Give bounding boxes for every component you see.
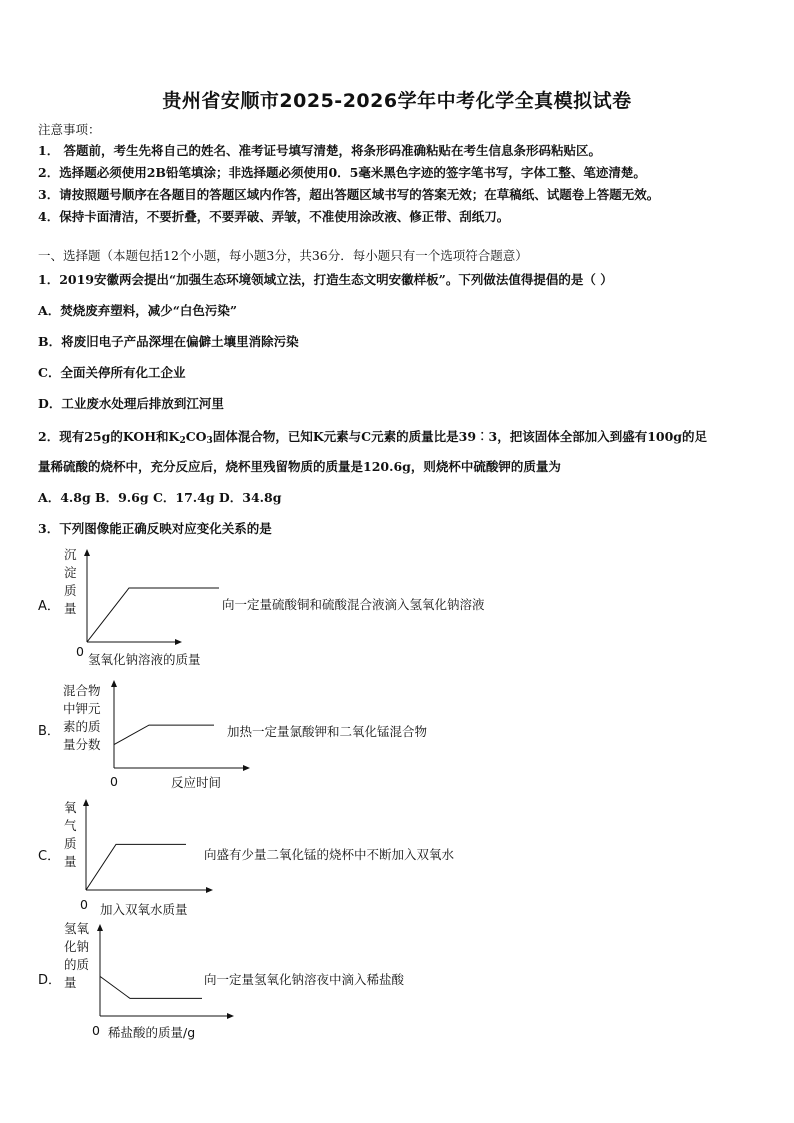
graph-d-origin: 0 bbox=[92, 1023, 100, 1038]
graph-a-ylabel-2: 淀 bbox=[64, 565, 77, 580]
question-1-stem: 1．2019安徽两会提出“加强生态环境领域立法，打造生态文明安徽样板”。下列做法值得提倡的是（ ） bbox=[38, 272, 613, 287]
question-1-option-a: A．焚烧废弃塑料，减少“白色污染” bbox=[38, 303, 238, 318]
graph-a bbox=[34, 545, 554, 670]
question-2-subscript-1: 2 bbox=[179, 436, 186, 446]
graph-a-ylabel-4: 量 bbox=[64, 601, 77, 616]
graph-b-ylabel-2: 中钾元 bbox=[63, 701, 101, 716]
graph-c-x-arrow bbox=[206, 887, 213, 893]
graph-b-y-arrow bbox=[111, 680, 117, 687]
notice-item-1: 1． 答题前，考生先将自己的姓名、准考证号填写清楚，将条形码准确粘贴在考生信息条形码粘贴区。 bbox=[38, 143, 602, 158]
graph-b-x-arrow bbox=[243, 765, 250, 771]
graph-d-curve bbox=[100, 976, 202, 998]
graph-d-xlabel: 稀盐酸的质量/g bbox=[108, 1025, 196, 1040]
section-heading: 一、选择题（本题包括12个小题，每小题3分，共36分．每小题只有一个选项符合题意） bbox=[38, 248, 528, 263]
graph-b-svg bbox=[34, 682, 554, 797]
graph-c-svg bbox=[34, 797, 554, 922]
option-letter-a: A． bbox=[38, 599, 60, 614]
question-2-line-1 bbox=[38, 429, 707, 449]
graph-a-svg bbox=[34, 545, 554, 670]
graph-b-description: 加热一定量氯酸钾和二氧化锰混合物 bbox=[227, 724, 428, 739]
graph-c-curve bbox=[86, 844, 186, 890]
graph-b bbox=[34, 682, 554, 797]
graph-b-ylabel-3: 素的质 bbox=[63, 719, 101, 734]
question-1-option-b: B．将废旧电子产品深埋在偏僻土壤里消除污染 bbox=[38, 334, 299, 349]
page-title: 贵州省安顺市2025-2026学年中考化学全真模拟试卷 bbox=[162, 90, 632, 112]
graph-d-ylabel-3: 的质 bbox=[64, 957, 90, 972]
graph-b-ylabel-1: 混合物 bbox=[63, 683, 101, 698]
graph-c-ylabel-2: 气 bbox=[64, 818, 77, 833]
notice-heading: 注意事项： bbox=[38, 122, 101, 137]
graph-a-ylabel-1: 沉 bbox=[64, 547, 77, 562]
graph-d-ylabel-1: 氢氧 bbox=[64, 921, 90, 936]
notice-item-3: 3．请按照题号顺序在各题目的答题区域内作答，超出答题区域书写的答案无效；在草稿纸、试题卷上答题无效。 bbox=[38, 187, 660, 202]
graph-c-y-arrow bbox=[83, 799, 89, 806]
graph-b-xlabel: 反应时间 bbox=[171, 775, 222, 790]
question-2-text-a: 2．现有25g的KOH和K bbox=[38, 429, 180, 444]
question-2-subscript-2: 3 bbox=[206, 436, 213, 446]
graph-c-ylabel-3: 质 bbox=[64, 836, 77, 851]
option-letter-c: C． bbox=[38, 849, 61, 864]
graph-d-svg bbox=[34, 920, 554, 1045]
option-letter-d: D． bbox=[38, 973, 62, 988]
question-2-text-c: 固体混合物，已知K元素与C元素的质量比是39︰3，把该固体全部加入到盛有100g的足 bbox=[212, 429, 708, 444]
graph-c-xlabel: 加入双氧水质量 bbox=[100, 902, 188, 917]
graph-a-x-arrow bbox=[175, 639, 182, 645]
graph-b-ylabel-4: 量分数 bbox=[63, 737, 101, 752]
graph-a-xlabel: 氢氧化钠溶液的质量 bbox=[88, 652, 201, 667]
graph-d-description: 向一定量氢氧化钠溶夜中滴入稀盐酸 bbox=[204, 972, 405, 987]
graph-a-ylabel-3: 质 bbox=[64, 583, 77, 598]
graph-a-description: 向一定量硫酸铜和硫酸混合液滴入氢氧化钠溶液 bbox=[222, 597, 485, 612]
graph-c-ylabel-1: 氧 bbox=[64, 800, 77, 815]
question-1-option-d: D．工业废水处理后排放到江河里 bbox=[38, 396, 224, 411]
graph-d-ylabel-4: 量 bbox=[64, 975, 77, 990]
graph-c-ylabel-4: 量 bbox=[64, 854, 77, 869]
notice-item-2: 2．选择题必须使用2B铅笔填涂；非选择题必须使用0．5毫米黑色字迹的签字笔书写，字体工整、笔迹清楚。 bbox=[38, 165, 646, 180]
question-2-line-2: 量稀硫酸的烧杯中，充分反应后，烧杯里残留物质的质量是120.6g，则烧杯中硫酸钾的质量为 bbox=[38, 459, 561, 474]
graph-c bbox=[34, 797, 554, 922]
option-letter-b: B． bbox=[38, 724, 60, 739]
graph-b-curve bbox=[114, 725, 214, 745]
graph-b-origin: 0 bbox=[110, 774, 118, 789]
graph-a-origin: 0 bbox=[76, 644, 84, 659]
graph-c-description: 向盛有少量二氧化锰的烧杯中不断加入双氧水 bbox=[204, 847, 455, 862]
question-2-text-b: CO bbox=[185, 429, 207, 444]
graph-d-ylabel-2: 化钠 bbox=[64, 939, 90, 954]
graph-d-x-arrow bbox=[227, 1013, 234, 1019]
question-1-option-c: C．全面关停所有化工企业 bbox=[38, 365, 186, 380]
graph-d bbox=[34, 920, 554, 1045]
graph-a-curve bbox=[87, 588, 219, 642]
graph-d-y-arrow bbox=[97, 924, 103, 931]
question-3-stem: 3．下列图像能正确反映对应变化关系的是 bbox=[38, 521, 272, 536]
graph-c-origin: 0 bbox=[80, 897, 88, 912]
graph-a-y-arrow bbox=[84, 549, 90, 556]
notice-item-4: 4．保持卡面清洁，不要折叠，不要弄破、弄皱，不准使用涂改液、修正带、刮纸刀。 bbox=[38, 209, 510, 224]
question-2-options: A．4.8g B．9.6g C．17.4g D．34.8g bbox=[38, 490, 282, 505]
